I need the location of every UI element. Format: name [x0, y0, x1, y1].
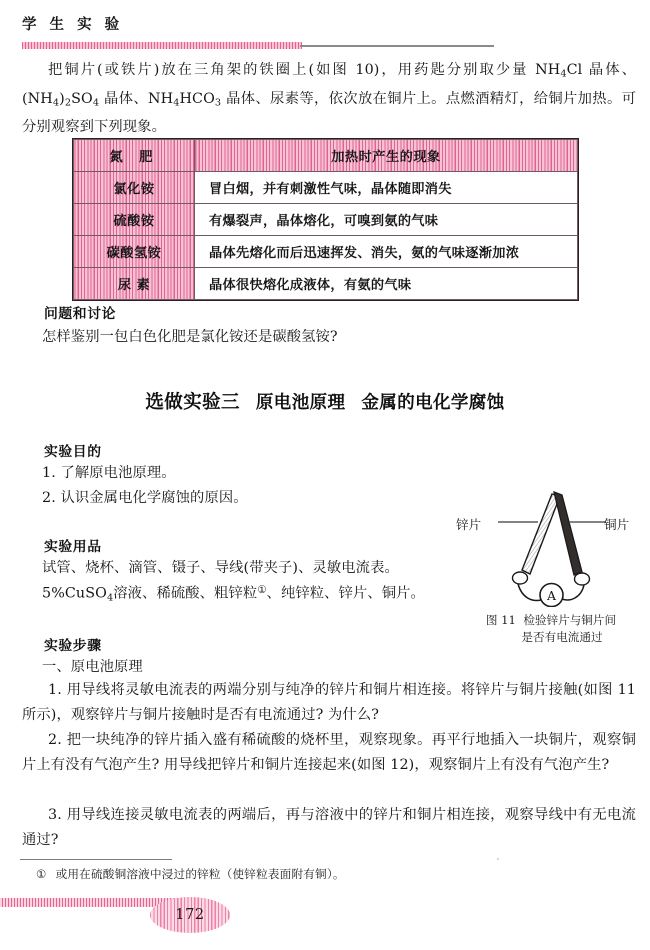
figure-11-drawing: [456, 482, 650, 607]
footnote-ref-marker: ①: [257, 584, 267, 596]
table-cell-phenomenon: 晶体先熔化而后迅速挥发、消失，氨的气味逐渐加浓: [195, 236, 578, 268]
fertilizer-table: [72, 138, 579, 301]
figure-11-caption: [456, 612, 646, 646]
table-row: [74, 204, 578, 236]
section-title-topic1: 原电池原理: [255, 393, 346, 413]
procedure-heading: 实验步骤: [44, 638, 102, 654]
table-row: [74, 268, 578, 300]
section-title-label: 选做实验三: [145, 392, 240, 413]
formula-subscript: 4: [560, 68, 567, 80]
table-header-cell-name: 氮 肥: [74, 140, 195, 172]
formula-subscript: 4: [92, 97, 100, 109]
wire-left: [518, 584, 541, 600]
objective-item-1: 1. 了解原电池原理。: [42, 465, 176, 481]
table-header-row: [74, 140, 578, 172]
figure-caption-line-2: 是否有电流通过: [521, 630, 603, 644]
materials-heading: 实验用品: [44, 539, 102, 555]
copper-strip: [554, 492, 582, 575]
materials-reagent-rest-b: 、纯锌粒、锌片、铜片。: [266, 585, 425, 602]
procedure-step-2: 2. 把一块纯净的锌片插入盛有稀硫酸的烧杯里，观察现象。再平行地插入一块铜片，观察铜片上有没有气泡产生? 用导线把锌片和铜片连接起来(如图 12)，观察铜片上有没有气泡产生?: [22, 732, 636, 773]
discussion-heading: 问题和讨论: [44, 306, 116, 322]
page-number-badge: [150, 897, 230, 933]
footnote: [36, 866, 345, 882]
table-cell-fertilizer-name: 氯化铵: [74, 172, 195, 204]
header-pink-rule: [22, 42, 302, 49]
footnote-marker: ①: [36, 867, 47, 881]
copper-clip-loop: [575, 573, 590, 585]
table-cell-fertilizer-name: 尿 素: [74, 268, 195, 300]
table-header-cell-phenomenon: 加热时产生的现象: [195, 140, 578, 172]
procedure-step-1: 1. 用导线将灵敏电流表的两端分别与纯净的锌片和铜片相连接。将锌片与铜片接触(如图 11 所示)，观察锌片与铜片接触时是否有电流通过? 为什么?: [22, 682, 636, 723]
materials-reagent-subscript: 4: [106, 592, 114, 604]
materials-reagent-prefix: 5%CuSO: [42, 585, 107, 602]
discussion-question: 怎样鉴别一包白色化肥是氯化铵还是碳酸氢铵?: [42, 329, 338, 345]
table-cell-fertilizer-name: 碳酸氢铵: [74, 236, 195, 268]
formula-subscript: 2: [64, 97, 72, 109]
figure-label-zinc: 锌片: [456, 517, 482, 532]
zinc-strip: [522, 494, 560, 574]
formula-subscript: 4: [52, 97, 60, 109]
paper-speck: [497, 858, 499, 860]
footnote-divider: [20, 859, 172, 860]
figure-caption-line-1: 检验锌片与铜片间: [523, 613, 617, 627]
running-head: 学 生 实 验: [22, 17, 124, 33]
figure-number: 图 11: [485, 613, 516, 627]
footnote-text: 或用在硫酸铜溶液中浸过的锌粒（使锌粒表面附有铜）。: [55, 867, 345, 881]
formula-subscript: 4: [173, 97, 180, 109]
table-cell-phenomenon: 冒白烟，并有刺激性气味，晶体随即消失: [195, 172, 578, 204]
figure-label-copper: 铜片: [604, 517, 630, 532]
objective-item-2: 2. 认识金属电化学腐蚀的原因。: [42, 490, 248, 506]
table-cell-fertilizer-name: 硫酸铵: [74, 204, 195, 236]
table-cell-phenomenon: 有爆裂声，晶体熔化，可嗅到氨的气味: [195, 204, 578, 236]
objective-heading: 实验目的: [44, 444, 102, 460]
table-row: [74, 236, 578, 268]
header-gray-rule: [300, 45, 494, 47]
page-number: 172: [175, 907, 205, 923]
procedure-part-1-heading: 一、原电池原理: [42, 659, 143, 675]
section-title-topic2: 金属的电化学腐蚀: [361, 393, 505, 413]
zinc-clip-loop: [513, 572, 528, 584]
intro-paragraph: 把铜片(或铁片)放在三角架的铁圈上(如图 10)，用药匙分别取少量 $NH_4Cl$ 晶体、$(NH_4)_2SO_4$ 晶体、$NH_4HCO_3$ 晶体、尿素等，依次放在铜片上。点燃酒精灯，给铜片加热。可分别观察到下列现象。: [22, 62, 637, 136]
procedure-step-3: 3. 用导线连接灵敏电流表的两端后，再与溶液中的锌片和铜片相连接，观察导线中有无电流通过?: [22, 807, 636, 848]
wire-right: [562, 585, 584, 600]
table-row: [74, 172, 578, 204]
section-title: [0, 388, 650, 414]
materials-line-2: [42, 578, 472, 610]
formula-subscript: 3: [214, 97, 222, 109]
materials-line-1: 试管、烧杯、滴管、镊子、导线(带夹子)、灵敏电流表。: [42, 560, 399, 576]
table-cell-phenomenon: 晶体很快熔化成液体，有氨的气味: [195, 268, 578, 300]
materials-reagent-rest-a: 溶液、稀硫酸、粗锌粒: [113, 585, 258, 602]
ammeter-label: A: [546, 588, 557, 603]
